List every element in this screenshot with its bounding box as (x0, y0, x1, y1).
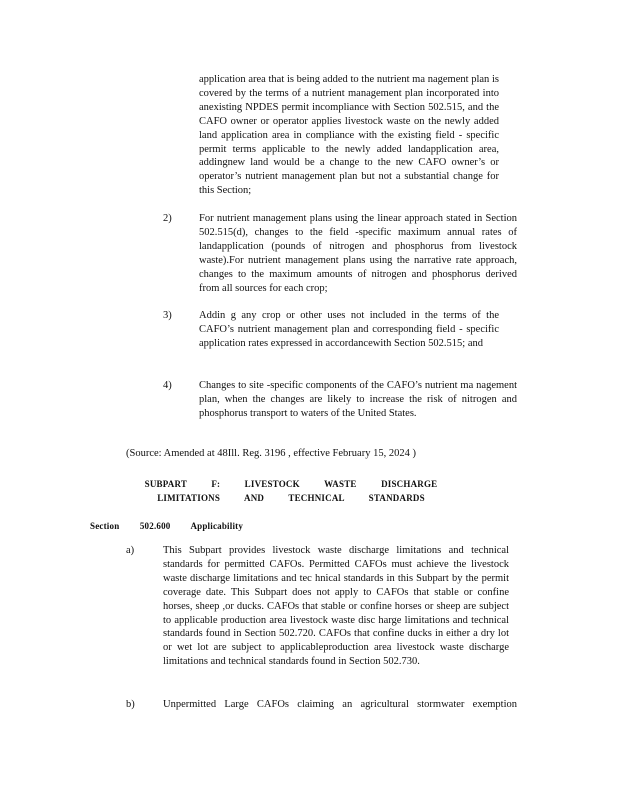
subsection-text: This Subpart provides livestock waste discharge limitations and technical standards for permitted CAFOs. Permitted CAFOs must achieve the livestock waste discharge limitations and tec hnical standards in this Subpart by the permit coverage date. This Subpart does not apply to CAFOs that stable or confine horses, sheep ,or ducks. CAFOs that stable or confine horses or sheep are subject to applicable production area livestock waste disc harge limitations and technical standards found in Section 502.720. CAFOs that confine ducks in either a dry lot or wet lot are subject to applicableproduction area livestock waste discharge limitations and technical standards found in Section 502.730. (163, 545, 512, 668)
item-number: 3) (163, 310, 172, 321)
source-note: (Source: Amended at 48Ill. Reg. 3196 , effective February 15, 2024 ) (126, 448, 416, 459)
subpart-heading: SUBPART F: LIVESTOCK WASTE DISCHARGE LIMITATIONS AND TECHNICAL STANDARDS (144, 479, 462, 503)
list-item-text: Addin g any crop or other uses not included in the terms of the CAFO’s nutrient management plan and corresponding field - specific application rates expressed in accordancewith Section 502.515; and (199, 310, 502, 349)
item-number: 4) (163, 380, 172, 391)
subsection-number: b) (126, 699, 135, 710)
subsection-number: a) (126, 545, 135, 556)
section-heading: Section 502.600 Applicability (90, 521, 244, 531)
list-item-text: For nutrient management plans using the linear approach stated in Section 502.515(d), changes to the field -specific maximum annual rates of landapplication (pounds of nitrogen and phosphorus from livestock waste).For nutrient management plans using the narrative rate approach, changes to the maximum amounts of nitrogen and phosphorus derived from all sources for each crop; (199, 213, 520, 294)
list-item-text: Changes to site -specific components of the CAFO’s nutrient ma nagement plan, when the changes are likely to increase the risk of nitrogen and phosphorus transport to waters of the United States. (199, 380, 520, 419)
subsection-text: Unpermitted Large CAFOs claiming an agricultural stormwater exemption (163, 699, 517, 710)
continued-paragraph: application area that is being added to the nutrient ma nagement plan is covered by the terms of a nutrient management plan incorporated into anexisting NPDES permit incompliance with Section 502.515, and the CAFO owner or operator applies livestock waste on the newly added land application area in compliance with the existing field - specific permit terms applicable to the newly added landapplication area, addingnew land would be a change to the new CAFO owner’s or operator’s nutrient management plan but not a substantial change for this Section; (199, 74, 502, 197)
item-number: 2) (163, 213, 172, 224)
